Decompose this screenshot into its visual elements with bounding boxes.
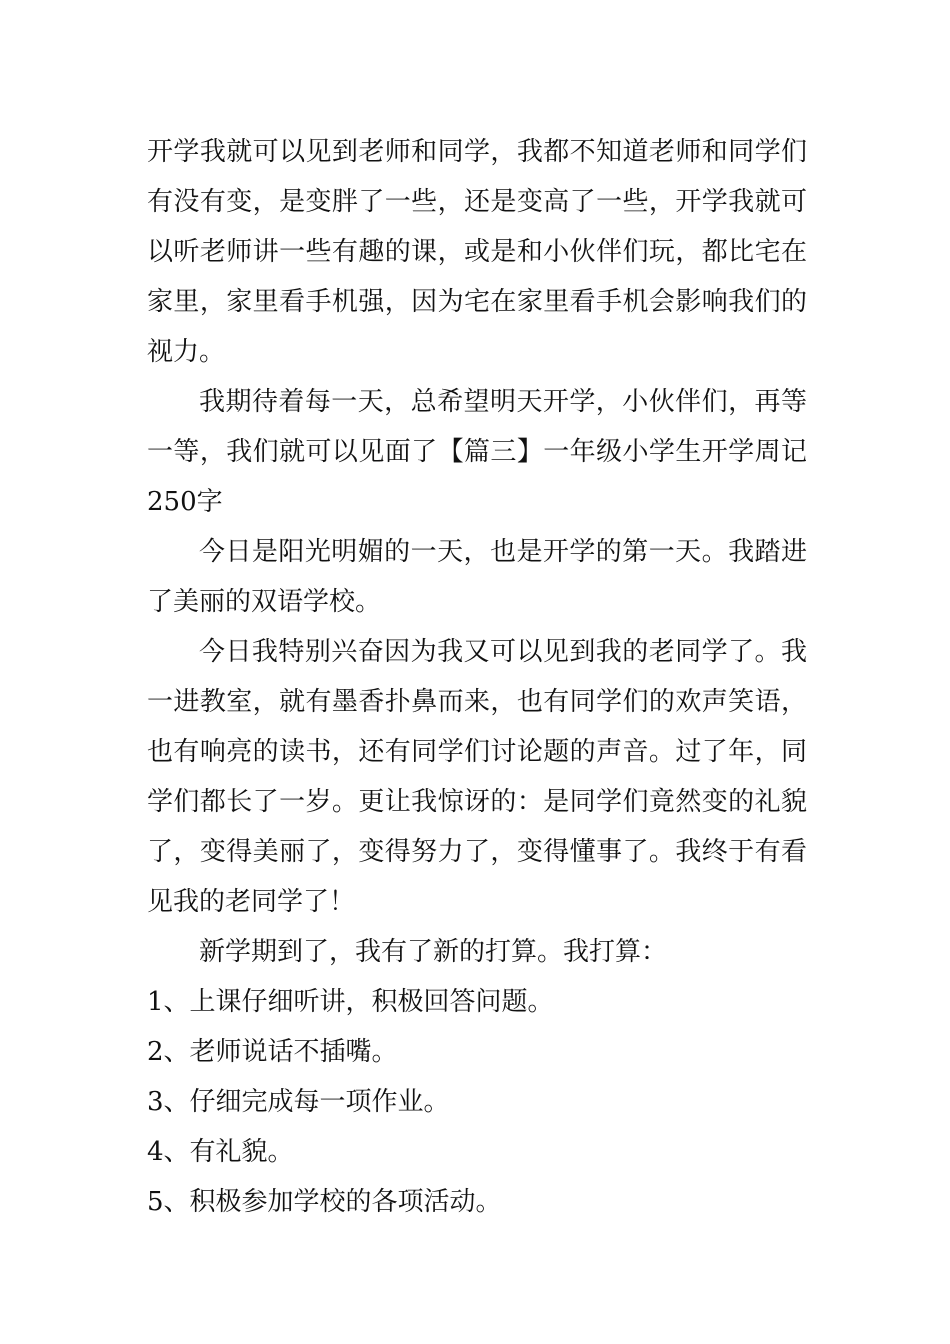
paragraph: 新学期到了，我有了新的打算。我打算： bbox=[199, 937, 668, 967]
list-item: 3、仔细完成每一项作业。 bbox=[147, 1087, 450, 1117]
list-item: 1、上课仔细听讲，积极回答问题。 bbox=[147, 987, 554, 1017]
list-item: 5、积极参加学校的各项活动。 bbox=[147, 1187, 502, 1217]
paragraph: 开学我就可以见到老师和同学，我都不知道老师和同学们有没有变，是变胖了一些，还是变高了一些，开学我就可以听老师讲一些有趣的课，或是和小伙伴们玩，都比宅在家里，家里看手机强，因为宅在家里看手机会影响我们的视力。 bbox=[147, 137, 807, 367]
list-item: 4、有礼貌。 bbox=[147, 1137, 294, 1167]
paragraph: 我期待着每一天，总希望明天开学，小伙伴们，再等一等，我们就可以见面了【篇三】一年级小学生开学周记250字 bbox=[147, 387, 807, 517]
paragraph: 今日我特别兴奋因为我又可以见到我的老同学了。我一进教室，就有墨香扑鼻而来，也有同学们的欢声笑语，也有响亮的读书，还有同学们讨论题的声音。过了年，同学们都长了一岁。更让我惊讶的：是同学们竟然变的礼貌了，变得美丽了，变得努力了，变得懂事了。我终于有看见我的老同学了！ bbox=[147, 637, 807, 917]
list-item: 2、老师说话不插嘴。 bbox=[147, 1037, 398, 1067]
paragraph: 今日是阳光明媚的一天，也是开学的第一天。我踏进了美丽的双语学校。 bbox=[147, 537, 807, 617]
document-body bbox=[147, 127, 807, 1227]
